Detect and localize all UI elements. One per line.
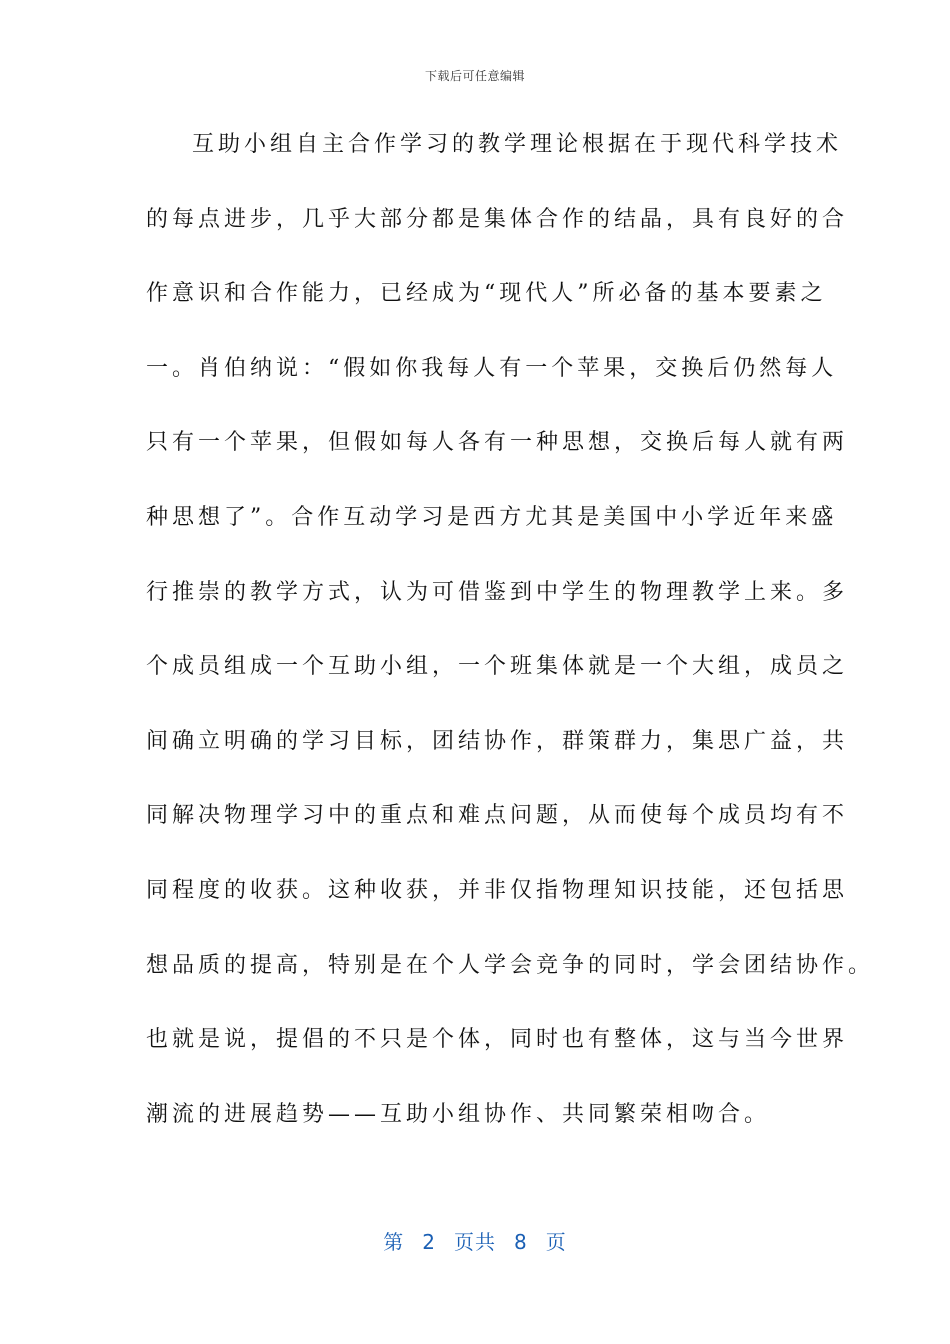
page-middle: 页共 — [454, 1230, 496, 1254]
paragraph-line: 潮流的进展趋势——互助小组协作、共同繁荣相吻合。 — [146, 1101, 771, 1127]
header-note: 下载后可任意编辑 — [424, 69, 525, 83]
paragraph-line: 也就是说，提倡的不只是个体，同时也有整体，这与当今世界 — [146, 1027, 849, 1053]
paragraph-line: 一。肖伯纳说：“假如你我每人有一个苹果，交换后仍然每人 — [146, 355, 838, 381]
paragraph-line: 同程度的收获。这种收获，并非仅指物理知识技能，还包括思 — [146, 877, 849, 903]
paragraph-line: 想品质的提高，特别是在个人学会竞争的同时，学会团结协作。 — [146, 952, 875, 978]
page-number: 2 — [422, 1230, 436, 1254]
paragraph-line: 个成员组成一个互助小组，一个班集体就是一个大组，成员之 — [146, 654, 849, 680]
paragraph-line: 作意识和合作能力，已经成为“现代人”所必备的基本要素之 — [146, 281, 827, 307]
paragraph-line: 间确立明确的学习目标，团结协作，群策群力，集思广益，共 — [146, 728, 849, 754]
paragraph-line: 种思想了”。合作互动学习是西方尤其是美国中小学近年来盛 — [146, 504, 838, 530]
page-total: 8 — [514, 1230, 528, 1254]
page-suffix: 页 — [545, 1230, 567, 1254]
paragraph-line: 只有一个苹果，但假如每人各有一种思想，交换后每人就有两 — [146, 430, 849, 456]
body-paragraph — [146, 125, 875, 1169]
paragraph-line: 互助小组自主合作学习的教学理论根据在于现代科学技术 — [192, 132, 843, 157]
page-footer — [0, 1226, 950, 1255]
page-prefix: 第 — [383, 1230, 405, 1254]
paragraph-line: 的每点进步，几乎大部分都是集体合作的结晶，具有良好的合 — [146, 206, 849, 232]
paragraph-line: 行推崇的教学方式，认为可借鉴到中学生的物理教学上来。多 — [146, 579, 849, 605]
paragraph-line: 同解决物理学习中的重点和难点问题，从而使每个成员均有不 — [146, 803, 849, 829]
